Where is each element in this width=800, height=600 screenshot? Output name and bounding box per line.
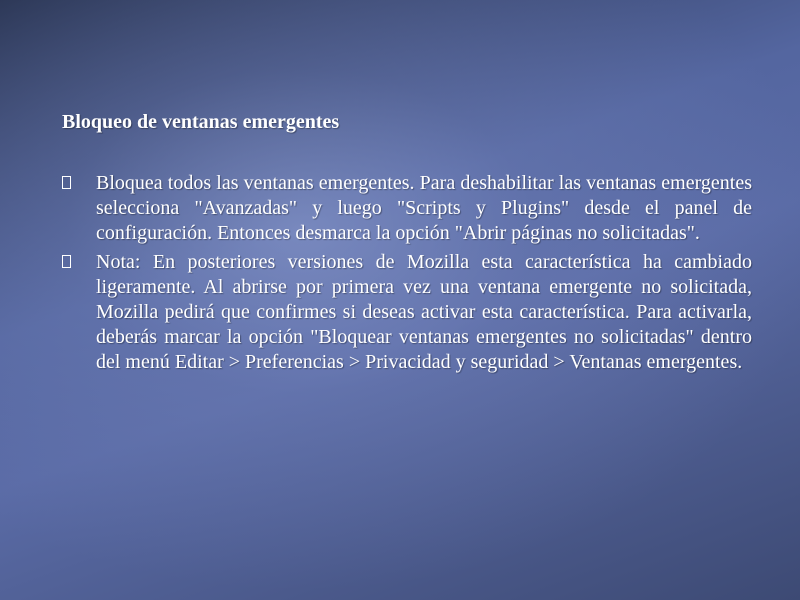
bullet-text: Nota: En posteriores versiones de Mozilla esta característica ha cambiado ligeramente. Al abrirse por primera vez una ventana emergente no solicitada, Mozilla pedirá que confirmes si deseas activar esta característica. Para activarla, deberás marcar la opción "Bloquear ventanas emergentes no solicitadas" dentro del menú Editar > Preferencias > Privacidad y seguridad > Ventanas emergentes. bbox=[96, 251, 752, 373]
list-item bbox=[62, 250, 752, 375]
list-item bbox=[62, 171, 752, 246]
bullet-text: Bloquea todos las ventanas emergentes. Para deshabilitar las ventanas emergentes selecciona "Avanzadas" y luego "Scripts y Plugins" desde el panel de configuración. Entonces desmarca la opción "Abrir páginas no solicitadas". bbox=[96, 172, 752, 244]
slide-content bbox=[62, 108, 752, 379]
square-bullet-icon bbox=[62, 176, 71, 189]
slide-title: Bloqueo de ventanas emergentes bbox=[62, 111, 340, 133]
bullet-list bbox=[62, 171, 752, 375]
square-bullet-icon bbox=[62, 255, 71, 268]
